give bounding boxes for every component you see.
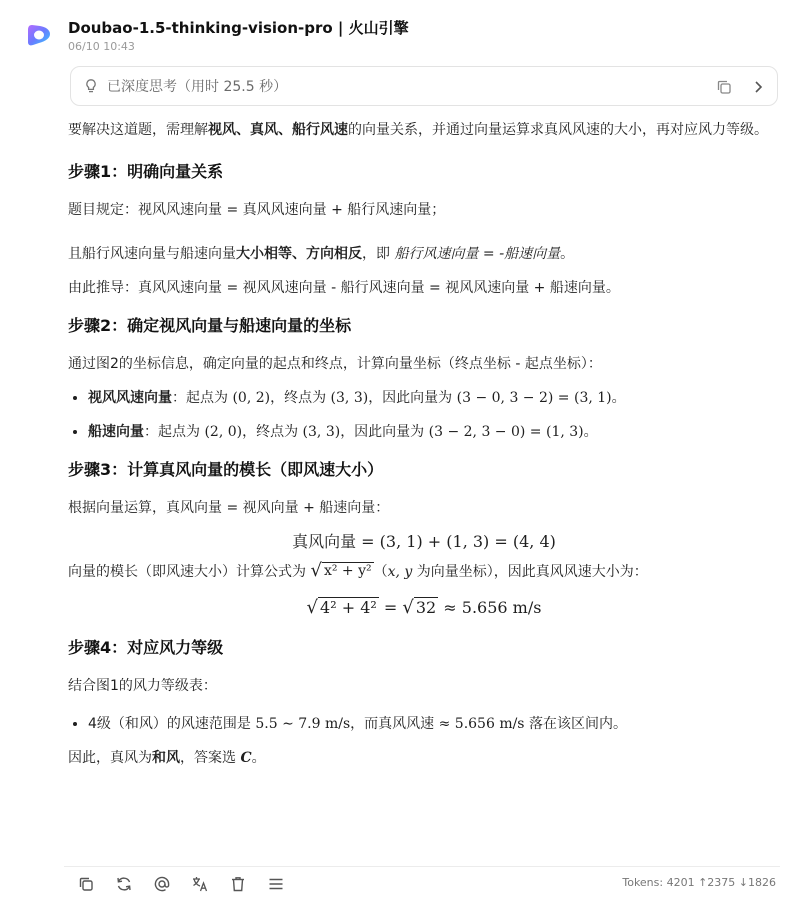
step2-intro: 通过图2的坐标信息，确定向量的起点和终点，计算向量坐标（终点坐标 - 起点坐标）： [68, 356, 602, 372]
conclusion: 因此，真风为和风，答案选 C。 [68, 750, 266, 766]
chevron-right-icon[interactable] [749, 78, 767, 96]
model-name: Doubao-1.5-thinking-vision-pro | 火山引擎 [68, 19, 409, 37]
step4-intro: 结合图1的风力等级表： [68, 678, 217, 694]
delete-icon[interactable] [228, 874, 248, 894]
list-item: • 视风风速向量：起点为 (0, 2)，终点为 (3, 3)，因此向量为 (3 − 0, 3 − 2) = (3, 1)。 [88, 386, 780, 410]
step4-list [68, 712, 780, 736]
sqrt-expression: √ x² + y² [310, 560, 372, 581]
token-count: Tokens: 4201 ↑2375 ↓1826 [622, 876, 776, 889]
thinking-label: 已深度思考（用时 25.5 秒） [107, 79, 288, 95]
lightbulb-icon [83, 78, 99, 94]
message-timestamp: 06/10 10:43 [68, 40, 135, 53]
true-wind-equation: 真风向量 = (3, 1) + (1, 3) = (4, 4) [292, 532, 556, 551]
magnitude-equation: √ 4² + 4² = √ 32 ≈ 5.656 m/s [306, 597, 542, 618]
step3-heading: 步骤3：计算真风向量的模长（即风速大小） [68, 460, 384, 479]
answer-content [68, 118, 780, 770]
step2-heading: 步骤2：确定视风向量与船速向量的坐标 [68, 316, 352, 335]
step2-list [68, 386, 780, 444]
copy-icon[interactable] [76, 874, 96, 894]
translate-icon[interactable] [190, 874, 210, 894]
list-item: • 船速向量：起点为 (2, 0)，终点为 (3, 3)，因此向量为 (3 − 2, 3 − 0) = (1, 3)。 [88, 420, 780, 444]
step1-derivation: 由此推导：真风风速向量 = 视风风速向量 - 船行风速向量 = 视风风速向量 + 船速向量。 [68, 280, 620, 296]
mention-icon[interactable] [152, 874, 172, 894]
list-item: • 4级（和风）的风速范围是 5.5 ∼ 7.9 m/s，而真风风速 ≈ 5.656 m/s 落在该区间内。 [88, 712, 780, 736]
copy-icon[interactable] [715, 78, 733, 96]
message-actions [64, 866, 780, 900]
step1-heading: 步骤1：明确向量关系 [68, 162, 224, 181]
intro-paragraph: 要解决这道题，需理解视风、真风、船行风速的向量关系，并通过向量运算求真风风速的大小，再对应风力等级。 [68, 122, 768, 138]
doubao-logo-icon [26, 22, 52, 48]
magnitude-formula: 向量的模长（即风速大小）计算公式为 √ x² + y² （x, y 为向量坐标），因此真风风速大小为： [68, 560, 648, 581]
menu-icon[interactable] [266, 874, 286, 894]
step3-intro: 根据向量运算，真风向量 = 视风向量 + 船速向量： [68, 500, 390, 516]
step1-rule: 题目规定：视风风速向量 = 真风风速向量 + 船行风速向量； [68, 202, 446, 218]
thinking-summary[interactable] [70, 66, 778, 106]
step1-relation: 且船行风速向量与船速向量大小相等、方向相反，即 船行风速向量 = -船速向量。 [68, 246, 575, 262]
step4-heading: 步骤4：对应风力等级 [68, 638, 224, 657]
regenerate-icon[interactable] [114, 874, 134, 894]
